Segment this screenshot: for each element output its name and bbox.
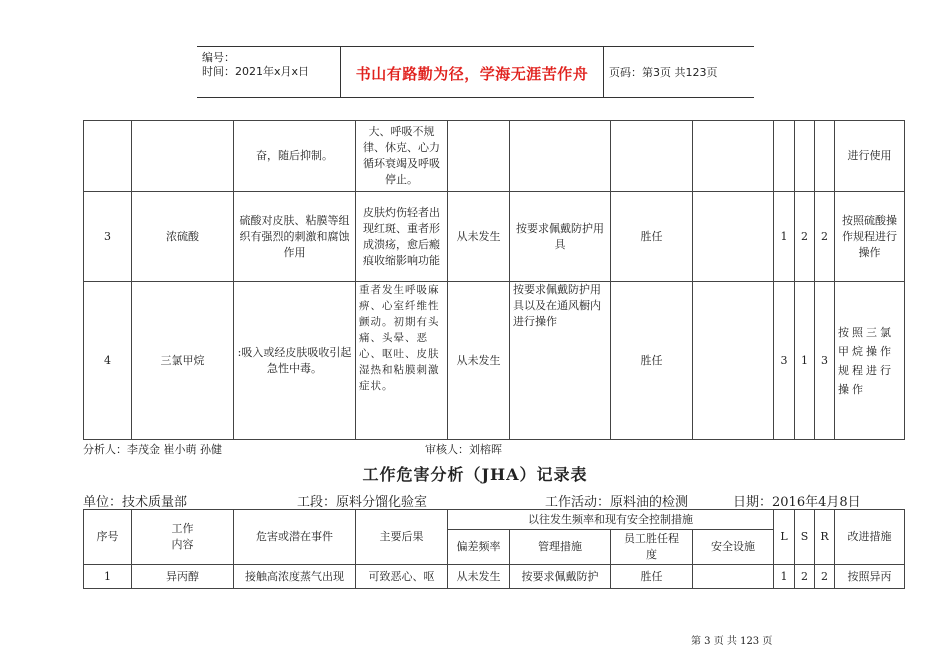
cell-L	[774, 121, 795, 192]
table-header-row	[84, 510, 905, 530]
cell-improvement: 按照三氯甲烷操作规程进行操作	[835, 282, 905, 440]
date-label: 日期：2016年4月8日	[733, 495, 861, 510]
cell-competence	[611, 121, 693, 192]
table-row	[84, 282, 905, 440]
cell-frequency	[448, 121, 510, 192]
cell-hazard: :吸入或经皮肤吸收引起急性中毒。	[234, 282, 356, 440]
table-row	[84, 565, 905, 589]
unit-label: 单位：技术质量部	[83, 495, 188, 510]
cell-improvement: 按照硫酸操作规程进行操作	[835, 192, 905, 282]
cell-R: 3	[815, 282, 835, 440]
cell-consequence: 皮肤灼伤轻者出现红斑、重者形成溃疡，愈后瘢痕收缩影响功能	[356, 192, 448, 282]
cell-improvement: 进行使用	[835, 121, 905, 192]
header-competence: 员工胜任程度	[611, 530, 693, 565]
cell-safety	[693, 192, 774, 282]
table-row	[84, 121, 905, 192]
cell-consequence: 可致恶心、呕	[356, 565, 448, 589]
cell-R: 2	[815, 192, 835, 282]
header-time: 时间：2021年x月x日	[202, 65, 310, 78]
cell-S	[795, 121, 815, 192]
header-motto: 书山有路勤为径，学海无涯苦作舟	[355, 65, 589, 83]
header-number-label: 编号：	[202, 51, 235, 64]
cell-L: 1	[774, 192, 795, 282]
activity-label: 工作活动：原料油的检测	[545, 495, 689, 510]
cell-consequence: 大、呼吸不规律、休克、心力循环衰竭及呼吸停止。	[356, 121, 448, 192]
cell-no: 3	[84, 192, 132, 282]
header-frequency: 偏差频率	[448, 530, 510, 565]
cell-L: 3	[774, 282, 795, 440]
cell-safety	[693, 282, 774, 440]
cell-hazard: 硫酸对皮肤、粘膜等组织有强烈的刺激和腐蚀作用	[234, 192, 356, 282]
header-improvement: 改进措施	[835, 510, 905, 565]
header-management: 管理措施	[510, 530, 611, 565]
header-page-info: 页码：第3页 共123页	[609, 66, 718, 79]
cell-safety	[693, 121, 774, 192]
header-safety: 安全设施	[693, 530, 774, 565]
cell-S: 2	[795, 565, 815, 589]
reviewer-signature: 审核人：刘榕晖	[425, 443, 502, 456]
header-R: R	[815, 510, 835, 565]
cell-management: 按要求佩戴防护	[510, 565, 611, 589]
header-control-group: 以往发生频率和现有安全控制措施	[448, 510, 774, 530]
cell-work	[132, 121, 234, 192]
cell-management: 按要求佩戴防护用具以及在通风橱内进行操作	[510, 282, 611, 440]
header-S: S	[795, 510, 815, 565]
jha-record-table	[83, 509, 905, 589]
table-row	[84, 192, 905, 282]
header-meta	[202, 51, 309, 79]
cell-no: 1	[84, 565, 132, 589]
cell-work: 浓硫酸	[132, 192, 234, 282]
cell-frequency: 从未发生	[448, 565, 510, 589]
cell-L: 1	[774, 565, 795, 589]
header-work: 工作内容	[132, 510, 234, 565]
cell-competence: 胜任	[611, 192, 693, 282]
cell-no: 4	[84, 282, 132, 440]
cell-management	[510, 121, 611, 192]
header-hazard: 危害或潜在事件	[234, 510, 356, 565]
header-no: 序号	[84, 510, 132, 565]
cell-consequence: 重者发生呼吸麻痹、心室纤维性颤动。初期有头痛、头晕、恶心、呕吐、皮肤湿热和粘膜刺激症状。	[356, 282, 448, 440]
cell-improvement: 按照异丙	[835, 565, 905, 589]
document-header	[197, 46, 754, 98]
form-title: 工作危害分析（JHA）记录表	[362, 465, 588, 484]
analysts-signature: 分析人：李茂金 崔小萌 孙健	[83, 443, 222, 456]
cell-competence: 胜任	[611, 282, 693, 440]
cell-R: 2	[815, 565, 835, 589]
header-divider	[603, 47, 604, 97]
cell-work: 三氯甲烷	[132, 282, 234, 440]
cell-competence: 胜任	[611, 565, 693, 589]
page-footer: 第 3 页 共 123 页	[691, 636, 773, 647]
hazard-table-continued	[83, 120, 905, 440]
cell-no	[84, 121, 132, 192]
cell-work: 异丙醇	[132, 565, 234, 589]
cell-management: 按要求佩戴防护用具	[510, 192, 611, 282]
cell-hazard: 奋，随后抑制。	[234, 121, 356, 192]
cell-safety	[693, 565, 774, 589]
cell-frequency: 从未发生	[448, 192, 510, 282]
cell-hazard: 接触高浓度蒸气出现	[234, 565, 356, 589]
cell-S: 1	[795, 282, 815, 440]
cell-frequency: 从未发生	[448, 282, 510, 440]
cell-S: 2	[795, 192, 815, 282]
header-L: L	[774, 510, 795, 565]
header-consequence: 主要后果	[356, 510, 448, 565]
cell-R	[815, 121, 835, 192]
section-label: 工段：原料分馏化验室	[297, 495, 428, 510]
